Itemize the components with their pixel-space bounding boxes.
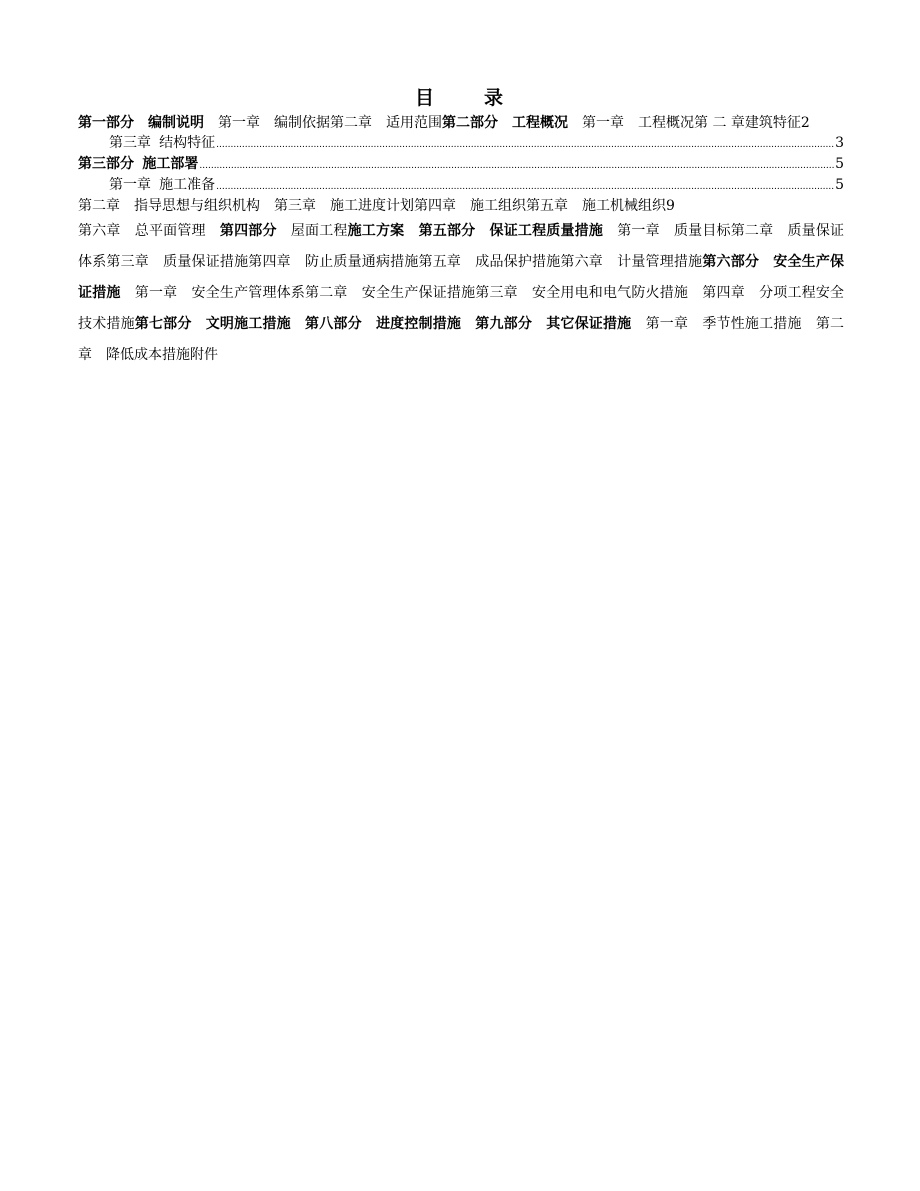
toc-entry-label: 第三部分 [78,156,134,172]
toc-part-4-name-b[interactable]: 施工方案 [347,223,405,239]
toc-entry-page-number: 3 [835,135,844,151]
toc-part-5[interactable]: 第五部分 保证工程质量措施 [418,223,604,239]
toc-title-char-2: 录 [484,87,506,109]
toc-entry-name: 施工部署 [142,156,199,172]
toc-part-5-chapters[interactable]: 第一章 质量目标第二章 质量保证体系第三章 质量保证措施第四章 防止质量通病措施第五章 成品保护措施第六章 计量管理措施 [78,223,845,270]
toc-part-1-chapter-1-label[interactable]: 第一章 [218,115,260,131]
toc-title [0,86,920,110]
toc-part-8[interactable]: 第八部分 进度控制措施 [304,316,462,332]
toc-part-1-chapter-1-name[interactable]: 编制依据第二章 [274,115,372,131]
toc-part-6[interactable]: 第六部分 安全生产保证措施 [78,254,845,301]
dot-leader [216,133,834,156]
dot-leader [216,175,834,198]
toc-entry-part-3-chapter-1[interactable] [78,175,844,196]
toc-entry-name: 施工准备 [159,177,216,193]
toc-part-7[interactable]: 第七部分 文明施工措施 [134,316,291,332]
toc-part-1-chapter-2-name[interactable]: 适用范围 [386,115,442,131]
toc-part-6-chapters[interactable]: 第一章 安全生产管理体系第二章 安全生产保证措施第三章 安全用电和电气防火措施 第四章 分项工程安全技术措施 [78,285,845,332]
toc-part-2-chapter-1-name[interactable]: 工程概况第 二 章 [638,115,745,131]
toc-paragraph-parts-4-9 [78,216,844,371]
toc-part-9-chapters[interactable]: 第一章 季节性施工措施 第二章 降低成本措施附件 [78,316,845,363]
toc-part-1-label[interactable]: 第一部分 [78,115,134,131]
toc-part-1-name[interactable]: 编制说明 [148,115,204,131]
toc-part-3-chapter-6[interactable]: 第六章 总平面管理 [78,223,206,239]
toc-part-4-name-a[interactable]: 屋面工程 [290,223,348,239]
toc-part-3-chapters-text[interactable]: 第二章 指导思想与组织机构 第三章 施工进度计划第四章 施工组织第五章 施工机械组织9 [78,198,675,214]
toc-paragraph-part-3-chapters [78,196,844,216]
toc-entry-chapter-3[interactable] [78,133,844,154]
toc-title-char-1: 目 [414,87,436,109]
toc-part-2-label[interactable]: 第二部分 [442,115,498,131]
toc-part-9[interactable]: 第九部分 其它保证措施 [475,316,632,332]
toc-part-2-chapter-2-name[interactable]: 建筑特征2 [744,115,810,131]
toc-body [78,113,844,371]
toc-entry-page-number: 5 [835,156,844,172]
toc-part-4-label[interactable]: 第四部分 [219,223,277,239]
toc-part-2-chapter-1-label[interactable]: 第一章 [582,115,624,131]
toc-paragraph-parts-1-2 [78,113,844,133]
toc-part-2-name[interactable]: 工程概况 [512,115,568,131]
toc-entry-page-number: 5 [835,177,844,193]
toc-entry-part-3[interactable] [78,154,844,175]
dot-leader [199,154,834,177]
toc-entry-label: 第一章 [109,177,151,193]
toc-entry-label: 第三章 [109,135,151,151]
toc-entry-name: 结构特征 [159,135,216,151]
